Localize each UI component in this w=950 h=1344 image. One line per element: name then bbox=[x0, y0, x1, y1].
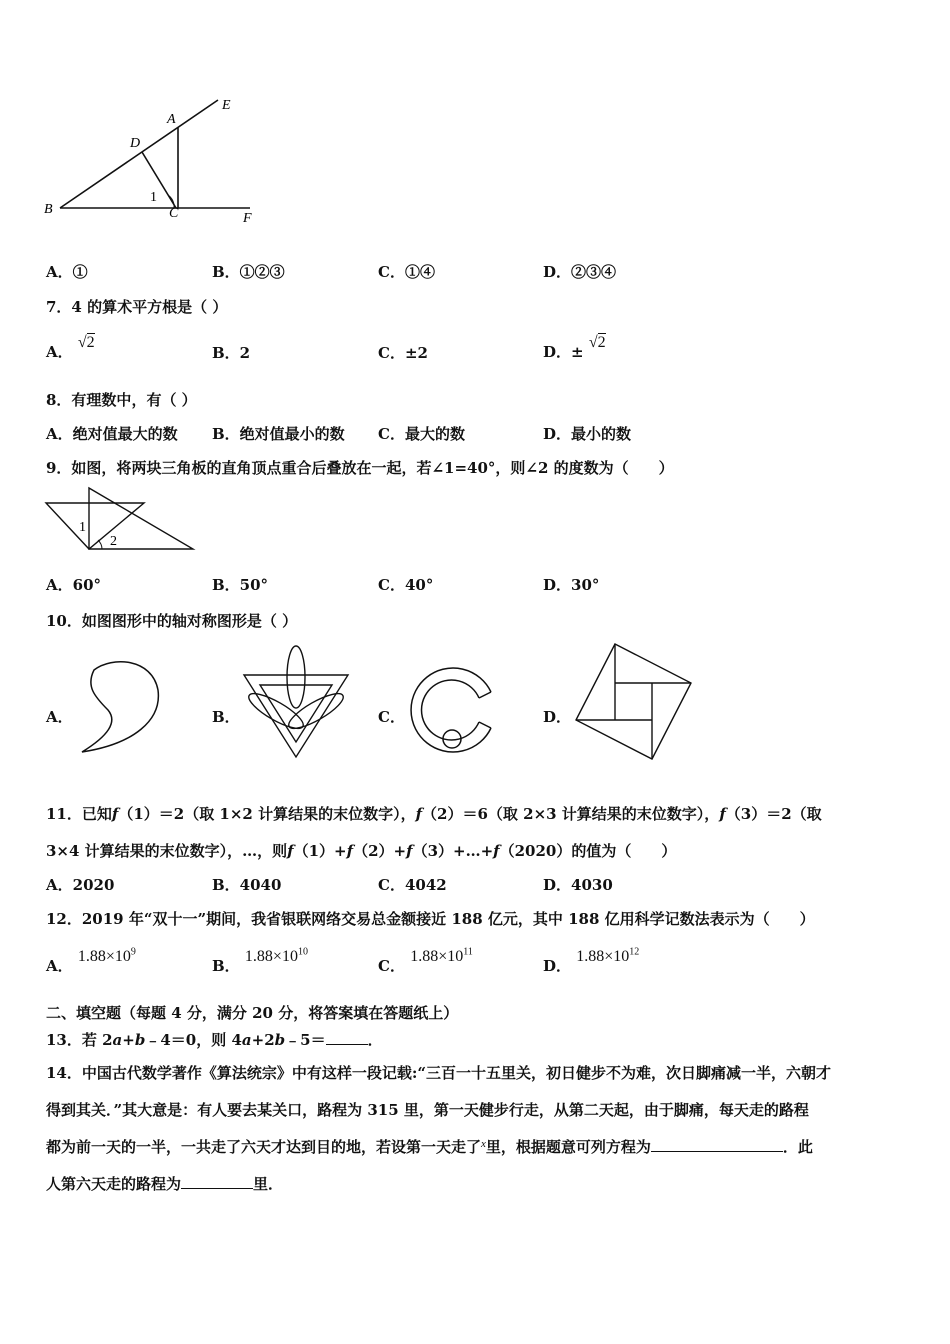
ray-be bbox=[60, 100, 218, 208]
q12-stem: 12．2019 年“双十一”期间，我省银联网络交易总金额接近 188 亿元，其中 188 亿用科学记数法表示为（ ） bbox=[46, 910, 815, 928]
var-b: b bbox=[274, 1031, 286, 1049]
text: （1）+ bbox=[293, 842, 347, 860]
q9-option-a: A．60° bbox=[46, 576, 102, 594]
text: + bbox=[122, 1031, 135, 1049]
sqrt-2-a: √2 bbox=[77, 334, 95, 351]
q14-line3 bbox=[46, 1136, 813, 1157]
q7-option-c: C．±2 bbox=[378, 344, 428, 362]
var-a: a bbox=[241, 1031, 252, 1049]
label-c: C bbox=[169, 206, 179, 221]
segment-dc bbox=[142, 152, 176, 208]
q12-option-b bbox=[212, 946, 308, 976]
var-f: f bbox=[415, 805, 423, 823]
mantissa: 1.88×10 bbox=[77, 948, 131, 965]
exponent: 9 bbox=[130, 946, 136, 958]
sci-notation bbox=[576, 948, 639, 965]
label-angle-1: 1 bbox=[79, 520, 86, 535]
var-a: a bbox=[112, 1031, 123, 1049]
q14-line2: 得到其关．”其大意是：有人要去某关口，路程为 315 里，第一天健步行走，从第二天起，由于脚痛，每天走的路程 bbox=[46, 1101, 809, 1119]
q14-line4 bbox=[46, 1173, 283, 1194]
q11-line2 bbox=[46, 840, 676, 861]
exponent: 10 bbox=[297, 946, 308, 958]
radicand: 2 bbox=[86, 334, 95, 351]
q12-option-a bbox=[46, 946, 136, 976]
label-e: E bbox=[222, 98, 231, 113]
text: ﹣5＝ bbox=[285, 1031, 326, 1049]
q12-option-c bbox=[378, 946, 473, 976]
var-f: f bbox=[406, 842, 413, 860]
triangle-set-square-2 bbox=[89, 488, 193, 549]
label: D． bbox=[543, 957, 572, 975]
figure-q10-c-ring bbox=[405, 662, 501, 758]
text: 13．若 2 bbox=[46, 1031, 113, 1049]
sci-notation bbox=[410, 948, 473, 965]
var-f: f bbox=[111, 805, 119, 823]
var-f: f bbox=[287, 842, 294, 860]
label-b: B bbox=[44, 202, 53, 217]
q9-option-b: B．50° bbox=[212, 576, 269, 594]
q13-stem bbox=[46, 1029, 383, 1050]
text: ﹣4＝0，则 4 bbox=[145, 1031, 242, 1049]
var-f: f bbox=[346, 842, 354, 860]
q6-option-d: D．②③④ bbox=[543, 263, 617, 281]
mantissa: 1.88×10 bbox=[410, 948, 464, 965]
q8-option-a: A．绝对值最大的数 bbox=[46, 425, 178, 443]
var-f: f bbox=[719, 805, 726, 823]
q7-stem: 7．4 的算术平方根是（ ） bbox=[46, 298, 228, 316]
q10-option-a: A． bbox=[46, 708, 73, 726]
text: 里，根据题意可列方程为 bbox=[485, 1138, 651, 1156]
q8-option-b: B．绝对值最小的数 bbox=[212, 425, 345, 443]
q11-option-a: A．2020 bbox=[46, 876, 115, 894]
text: （2020）的值为（ ） bbox=[499, 842, 677, 860]
label-f: F bbox=[243, 211, 252, 226]
var-x: x bbox=[481, 1138, 486, 1150]
q7-option-a-label: A． bbox=[46, 343, 73, 361]
radicand: 2 bbox=[597, 334, 606, 351]
q11-option-c: C．4042 bbox=[378, 876, 447, 894]
q9-option-d: D．30° bbox=[543, 576, 600, 594]
figure-q10-a-comma-shape bbox=[72, 652, 164, 760]
text: （3）＝2（取 bbox=[725, 805, 822, 823]
q12-option-d bbox=[543, 946, 640, 976]
figure-q9-triangles bbox=[44, 486, 196, 552]
label-angle-2: 2 bbox=[110, 534, 117, 549]
distance-blank[interactable] bbox=[181, 1174, 253, 1189]
figure-q10-b-triangle-ellipses bbox=[240, 645, 352, 760]
text: （2）+ bbox=[353, 842, 407, 860]
label: B． bbox=[212, 957, 240, 975]
figure-q6-geometry bbox=[40, 95, 270, 230]
q6-option-b: B．①②③ bbox=[212, 263, 285, 281]
var-f: f bbox=[493, 842, 500, 860]
exponent: 12 bbox=[629, 946, 640, 958]
text: 11．已知 bbox=[46, 805, 112, 823]
text: （2）＝6（取 2×3 计算结果的末位数字）， bbox=[422, 805, 720, 823]
text: 3×4 计算结果的末位数字），…，则 bbox=[46, 842, 288, 860]
text: ．此 bbox=[782, 1138, 813, 1156]
sci-notation bbox=[245, 948, 308, 965]
triangle-set-square-1 bbox=[46, 503, 144, 549]
q14-line1: 14．中国古代数学著作《算法统宗》中有这样一段记载:“三百一十五里关，初日健步不为难，次日脚痛减一半，六朝才 bbox=[46, 1064, 832, 1082]
var-b: b bbox=[134, 1031, 146, 1049]
answer-blank[interactable] bbox=[326, 1030, 368, 1045]
q10-option-c: C． bbox=[378, 708, 405, 726]
label-1: 1 bbox=[150, 190, 157, 205]
text: 人第六天走的路程为 bbox=[46, 1175, 182, 1193]
q7-option-d bbox=[543, 334, 606, 362]
text: （1）＝2（取 1×2 计算结果的末位数字）， bbox=[118, 805, 416, 823]
q10-option-d: D． bbox=[543, 708, 572, 726]
text: （3）+…+ bbox=[412, 842, 494, 860]
q7-option-b: B．2 bbox=[212, 344, 251, 362]
q7-option-d-label: D．± bbox=[543, 343, 584, 361]
label: A． bbox=[46, 957, 73, 975]
q9-option-c: C．40° bbox=[378, 576, 434, 594]
figure-q10-d-squares bbox=[574, 642, 694, 762]
label-d: D bbox=[130, 136, 141, 151]
q10-stem: 10．如图图形中的轴对称图形是（ ） bbox=[46, 612, 298, 630]
text: ． bbox=[367, 1031, 383, 1049]
q11-option-d: D．4030 bbox=[543, 876, 613, 894]
q9-stem: 9．如图，将两块三角板的直角顶点重合后叠放在一起，若∠1=40°，则∠2 的度数为（ ） bbox=[46, 459, 674, 477]
q11-line1 bbox=[46, 803, 822, 824]
q8-option-d: D．最小的数 bbox=[543, 425, 632, 443]
q8-stem: 8．有理数中，有（ ） bbox=[46, 391, 197, 409]
equation-blank[interactable] bbox=[651, 1137, 783, 1152]
section-2-title: 二、填空题（每题 4 分，满分 20 分，将答案填在答题纸上） bbox=[46, 1004, 459, 1022]
sci-notation bbox=[78, 948, 136, 965]
q10-option-b: B． bbox=[212, 708, 240, 726]
mantissa: 1.88×10 bbox=[576, 948, 630, 965]
mantissa: 1.88×10 bbox=[244, 948, 298, 965]
q7-option-a bbox=[46, 334, 95, 362]
q6-option-c: C．①④ bbox=[378, 263, 435, 281]
q11-option-b: B．4040 bbox=[212, 876, 282, 894]
text: 里． bbox=[253, 1175, 284, 1193]
exponent: 11 bbox=[463, 946, 473, 958]
label: C． bbox=[378, 957, 405, 975]
angle-2-arc bbox=[98, 540, 102, 549]
sqrt-2-d: √2 bbox=[588, 334, 606, 351]
q6-option-a: A．① bbox=[46, 263, 88, 281]
q8-option-c: C．最大的数 bbox=[378, 425, 465, 443]
text: +2 bbox=[251, 1031, 275, 1049]
text: 都为前一天的一半，一共走了六天才达到目的地，若设第一天走了 bbox=[46, 1138, 482, 1156]
label-a: A bbox=[167, 112, 176, 127]
